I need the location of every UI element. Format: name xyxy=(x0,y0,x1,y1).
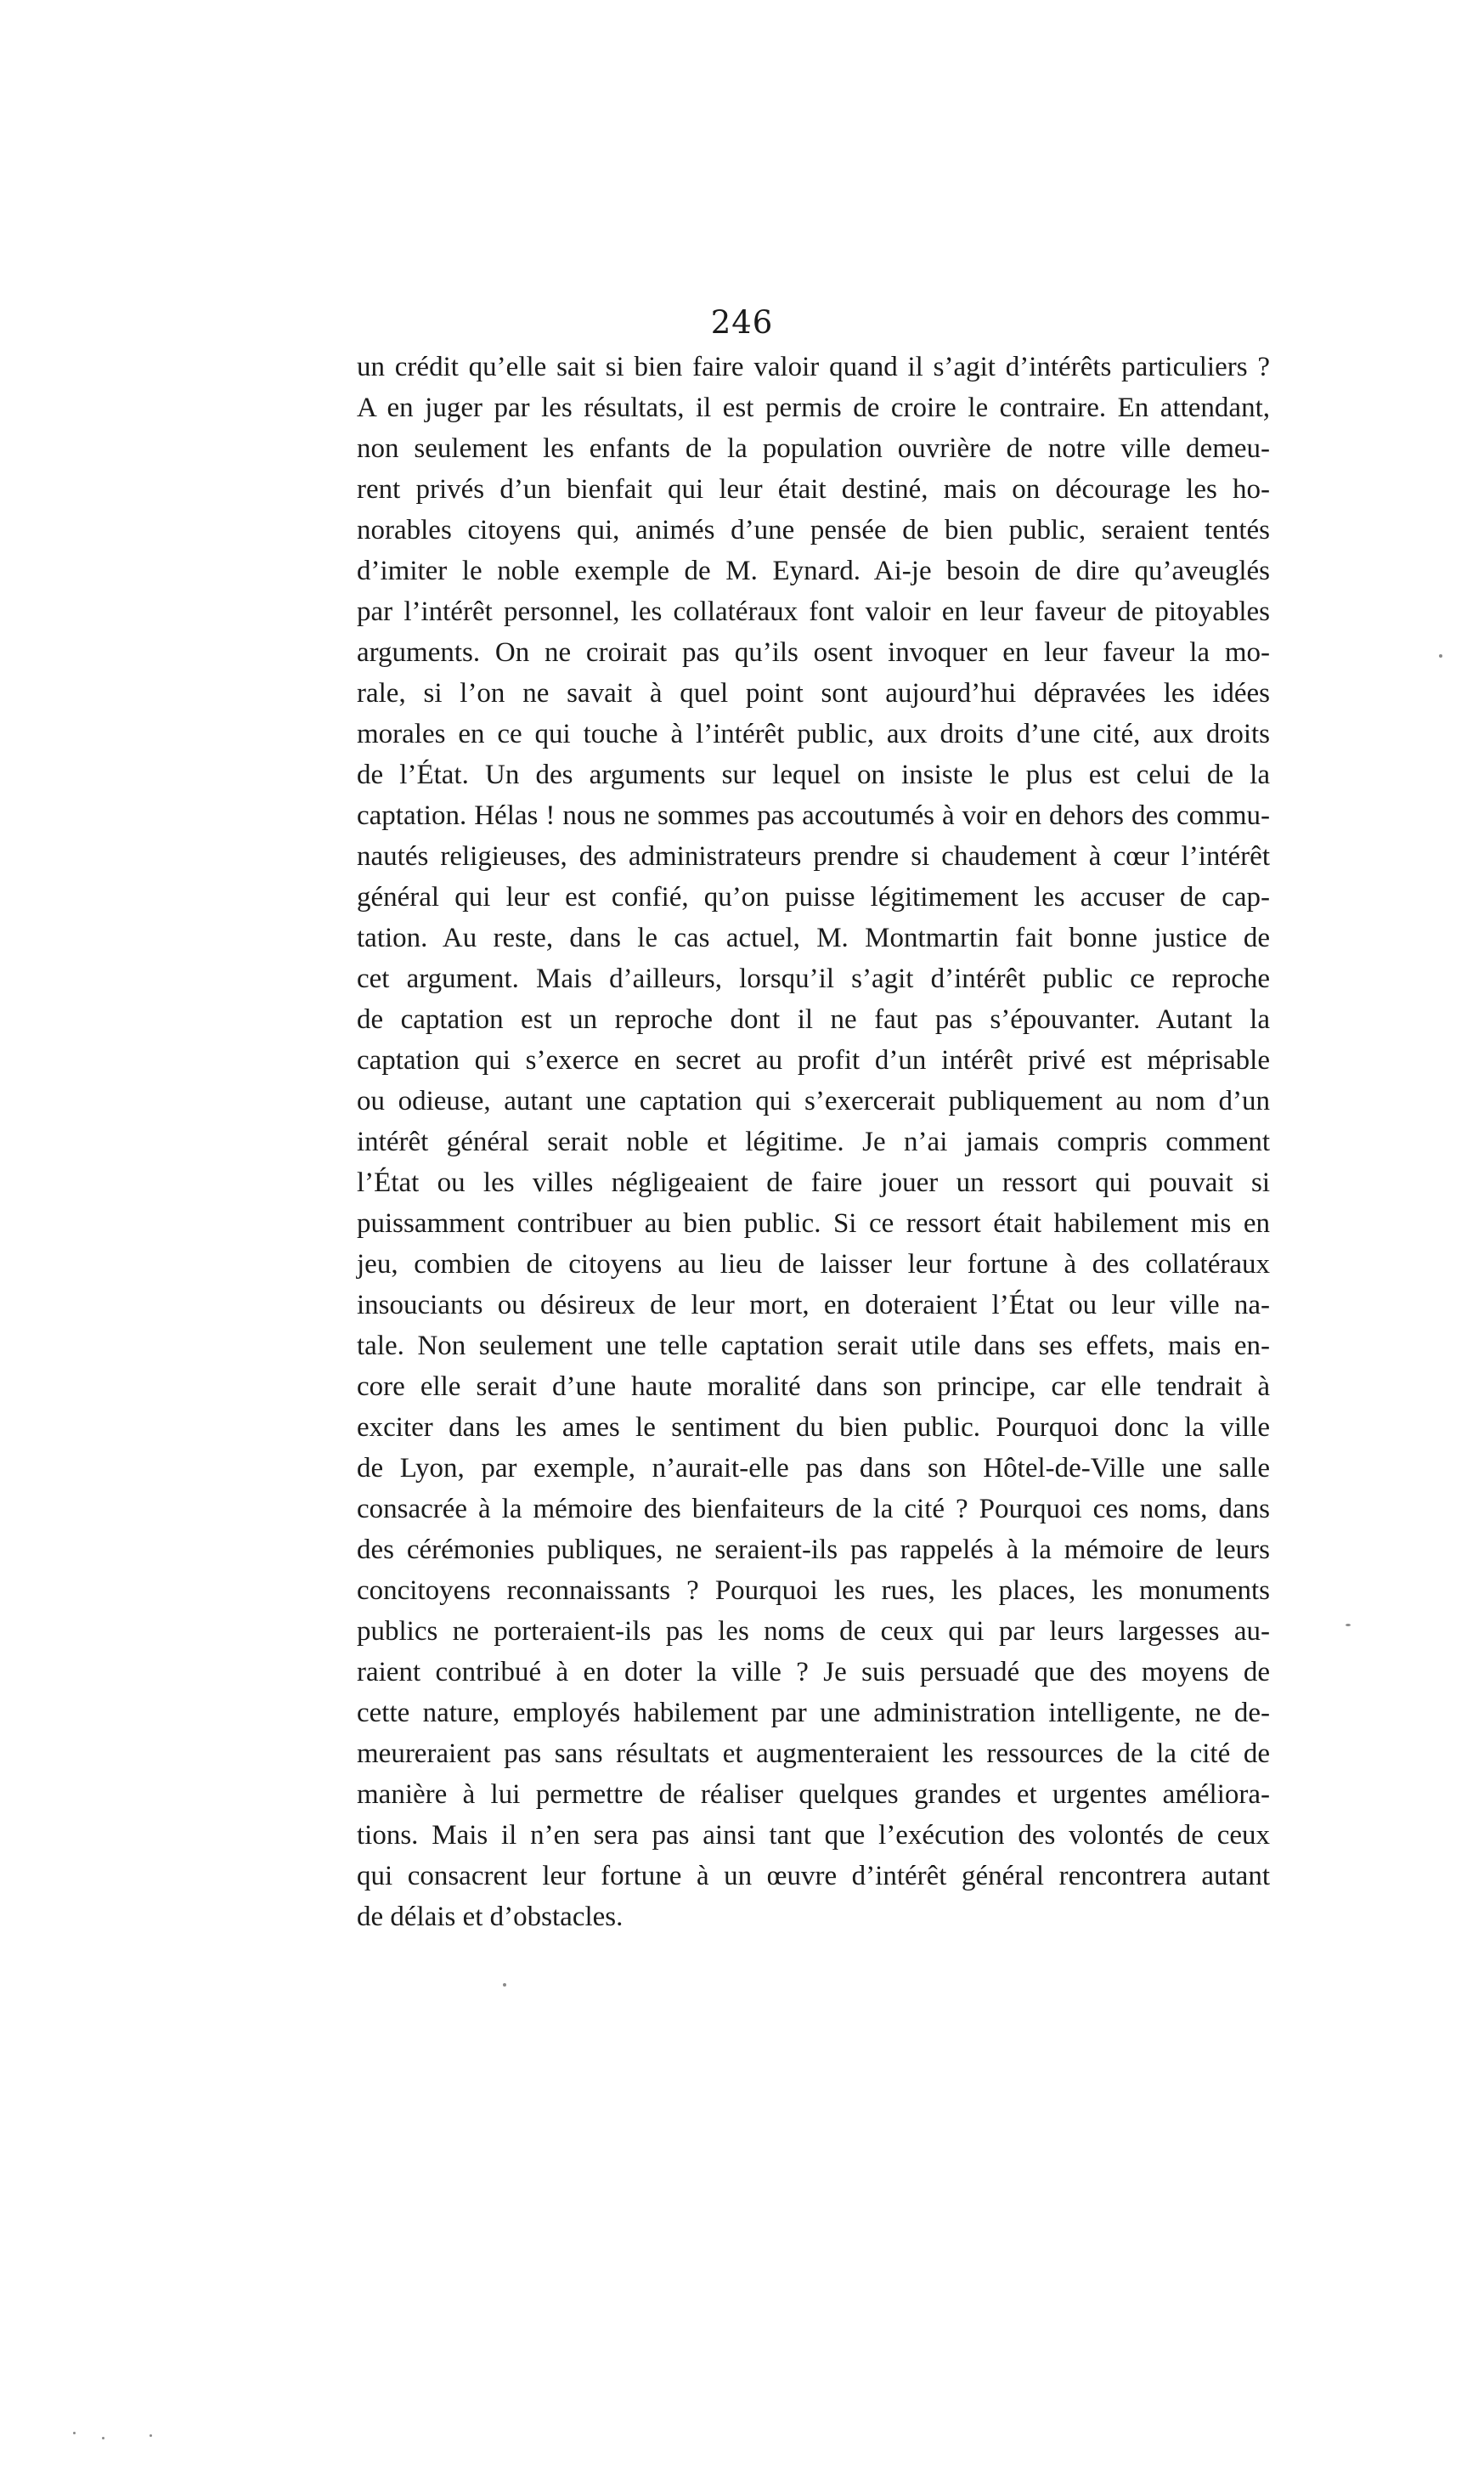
scan-speck xyxy=(1439,654,1442,658)
text-line: concitoyens reconnaissants ? Pourquoi les rues, les places, les monuments xyxy=(357,1575,1270,1606)
text-line: arguments. On ne croirait pas qu’ils osent invoquer en leur faveur la mo- xyxy=(357,637,1270,668)
text-line: rent privés d’un bienfait qui leur était destiné, mais on décourage les ho- xyxy=(357,474,1270,505)
text-line: nautés religieuses, des administrateurs prendre si chaudement à cœur l’intérêt xyxy=(357,841,1270,872)
text-line: captation qui s’exerce en secret au profit d’un intérêt privé est méprisable xyxy=(357,1045,1270,1076)
text-line: tions. Mais il n’en sera pas ainsi tant que l’exécution des volontés de ceux xyxy=(357,1820,1270,1851)
text-line: l’État ou les villes négligeaient de faire jouer un ressort qui pouvait si xyxy=(357,1167,1270,1198)
text-line: un crédit qu’elle sait si bien faire valoir quand il s’agit d’intérêts particuliers ? xyxy=(357,352,1270,382)
text-line: meureraient pas sans résultats et augmenteraient les ressources de la cité de xyxy=(357,1738,1270,1769)
text-line: non seulement les enfants de la population ouvrière de notre ville demeu- xyxy=(357,433,1270,464)
text-line: raient contribué à en doter la ville ? Je suis persuadé que des moyens de xyxy=(357,1657,1270,1687)
scan-speck xyxy=(73,2432,76,2434)
scan-speck xyxy=(503,1983,506,1987)
text-line: intérêt général serait noble et légitime. Je n’ai jamais compris comment xyxy=(357,1127,1270,1157)
text-line: qui consacrent leur fortune à un œuvre d’intérêt général rencontrera autant xyxy=(357,1861,1270,1891)
text-line: exciter dans les ames le sentiment du bien public. Pourquoi donc la ville xyxy=(357,1412,1270,1443)
page-number: 246 xyxy=(710,304,774,341)
text-line: puissamment contribuer au bien public. Si ce ressort était habilement mis en xyxy=(357,1208,1270,1239)
text-line: de captation est un reproche dont il ne faut pas s’épouvanter. Autant la xyxy=(357,1004,1270,1035)
text-line: norables citoyens qui, animés d’une pensée de bien public, seraient tentés xyxy=(357,515,1270,545)
text-line: ou odieuse, autant une captation qui s’exercerait publiquement au nom d’un xyxy=(357,1086,1270,1116)
text-line: rale, si l’on ne savait à quel point sont aujourd’hui dépravées les idées xyxy=(357,678,1270,709)
text-line: publics ne porteraient-ils pas les noms de ceux qui par leurs largesses au- xyxy=(357,1616,1270,1647)
text-line: consacrée à la mémoire des bienfaiteurs de la cité ? Pourquoi ces noms, dans xyxy=(357,1494,1270,1524)
text-line: cet argument. Mais d’ailleurs, lorsqu’il s’agit d’intérêt public ce reproche xyxy=(357,964,1270,994)
scan-speck xyxy=(1346,1624,1351,1626)
text-line: de l’État. Un des arguments sur lequel on insiste le plus est celui de la xyxy=(357,760,1270,790)
text-line: core elle serait d’une haute moralité dans son principe, car elle tendrait à xyxy=(357,1371,1270,1402)
text-line: A en juger par les résultats, il est permis de croire le contraire. En attendant, xyxy=(357,393,1270,423)
text-line: cette nature, employés habilement par une administration intelligente, ne de- xyxy=(357,1698,1270,1728)
text-line: d’imiter le noble exemple de M. Eynard. Ai-je besoin de dire qu’aveuglés xyxy=(357,556,1270,586)
text-line: de Lyon, par exemple, n’aurait-elle pas dans son Hôtel-de-Ville une salle xyxy=(357,1453,1270,1484)
text-line: général qui leur est confié, qu’on puisse légitimement les accuser de cap- xyxy=(357,882,1270,913)
text-line-last: de délais et d’obstacles. xyxy=(357,1902,624,1932)
text-line: morales en ce qui touche à l’intérêt public, aux droits d’une cité, aux droits xyxy=(357,719,1270,749)
scan-speck xyxy=(102,2437,104,2439)
text-line: jeu, combien de citoyens au lieu de laisser leur fortune à des collatéraux xyxy=(357,1249,1270,1280)
text-line: tation. Au reste, dans le cas actuel, M. Montmartin fait bonne justice de xyxy=(357,923,1270,953)
body-text xyxy=(357,347,1270,1937)
text-line: des cérémonies publiques, ne seraient-ils pas rappelés à la mémoire de leurs xyxy=(357,1535,1270,1565)
text-line: par l’intérêt personnel, les collatéraux font valoir en leur faveur de pitoyables xyxy=(357,596,1270,627)
scan-speck xyxy=(150,2434,152,2437)
text-line: captation. Hélas ! nous ne sommes pas accoutumés à voir en dehors des commu- xyxy=(357,800,1270,831)
text-line: manière à lui permettre de réaliser quelques grandes et urgentes améliora- xyxy=(357,1779,1270,1810)
text-line: insouciants ou désireux de leur mort, en doteraient l’État ou leur ville na- xyxy=(357,1290,1270,1320)
text-line: tale. Non seulement une telle captation serait utile dans ses effets, mais en- xyxy=(357,1331,1270,1361)
